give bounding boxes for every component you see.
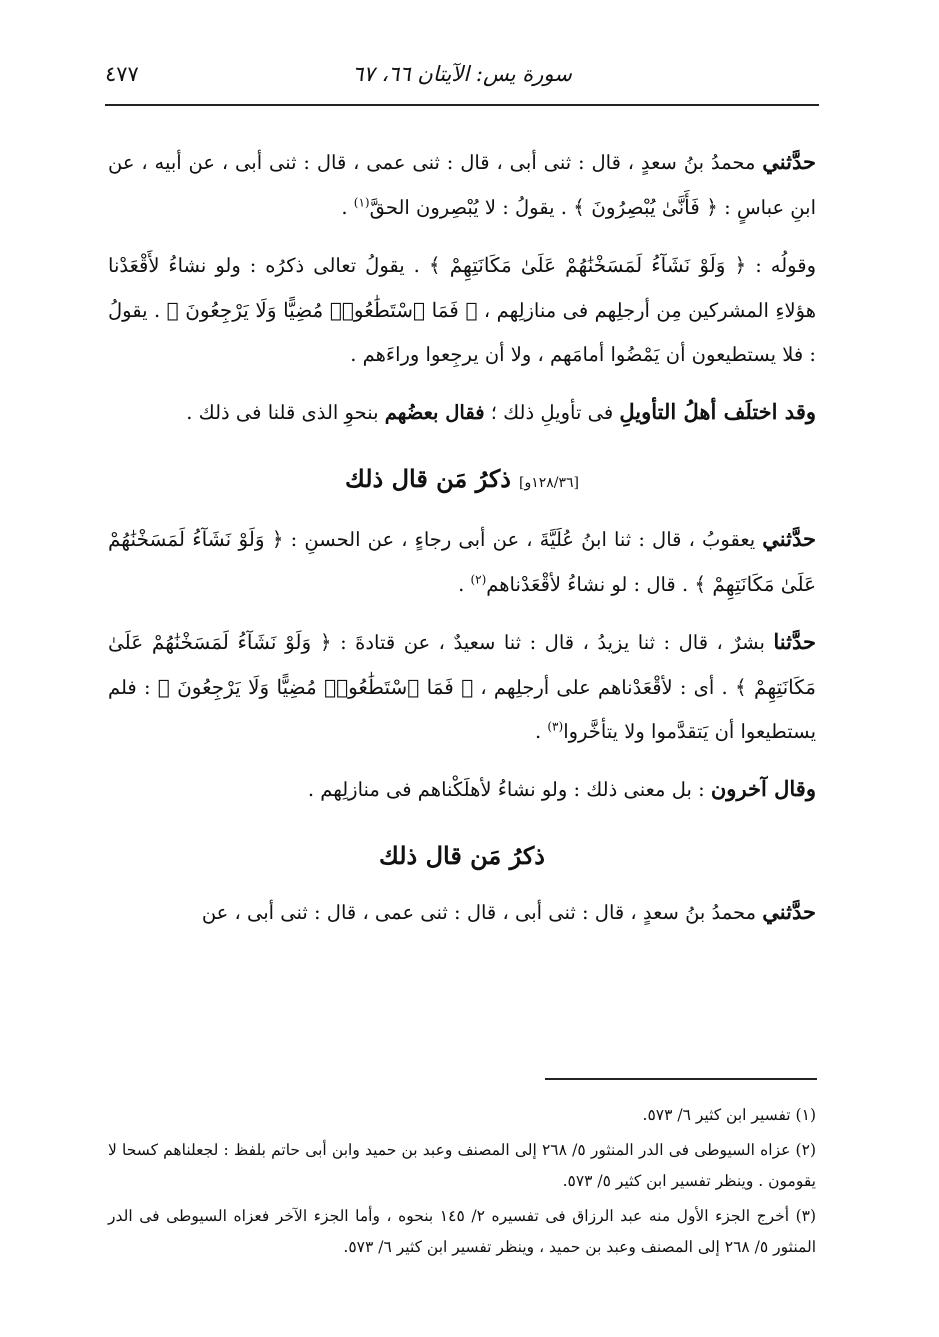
footnotes [108, 1100, 816, 1267]
paragraph-end: . [458, 573, 471, 596]
surah-title: سورة يس: الآيتان ٦٦، ٦٧ [352, 62, 572, 86]
paragraph-lead: حدَّثني [762, 149, 816, 174]
paragraph-lead: وقد اختلَف أهلُ التأويلِ [619, 399, 816, 424]
paragraph-text: محمدُ بنُ سعدٍ ، قال : ثنى أبى ، قال : ثنى عمى ، قال : ثنى أبى ، عن أبيه ، عن ابنِ عباسٍ : [108, 151, 816, 219]
page-number: ٤٧٧ [105, 62, 139, 86]
paragraph-7 [108, 890, 816, 935]
paragraph-4 [108, 517, 816, 607]
footnote-ref[interactable]: (٢) [470, 572, 487, 587]
quran-verse: ﴿ وَلَوْ نَشَآءُ لَمَسَخْنَٰهُمْ عَلَىٰ مَكَانَتِهِمْ ﴾ [428, 253, 747, 277]
quran-verse: ﴿ فَمَا ٱسْتَطَٰعُوا۟ مُضِيًّا وَلَا يَرْجِعُونَ ﴾ [157, 675, 474, 699]
paragraph-2 [108, 243, 816, 377]
footnote-3: (٣) أخرج الجزء الأول منه عبد الرزاق فى تفسيره ٢/ ١٤٥ بنحوه ، وأما الجزء الآخر فعزاه السيوطى فى الدر المنثور ٥/ ٢٦٨ إلى المصنف وعبد بن حميد ، وينظر تفسير ابن كثير ٦/ ٥٧٣. [108, 1207, 817, 1256]
footnote-ref[interactable]: (٣) [547, 719, 564, 734]
section-heading-2 [108, 836, 816, 876]
footnote-ref[interactable]: (١) [353, 195, 370, 210]
paragraph-text: . يقولُ تعالى ذكرُه : ولو نشاءُ لأَقْعَدْنا هؤلاءِ المشركين مِن أرجلِهم فى منازلِهم ، [108, 254, 816, 322]
footnote-1: (١) تفسير ابن كثير ٦/ ٥٧٣. [642, 1106, 816, 1124]
quran-verse: ﴿ وَلَوْ نَشَآءُ لَمَسَخْنَٰهُمْ عَلَىٰ مَكَانَتِهِمْ ﴾ [108, 630, 816, 699]
manuscript-marker: [١٢٨/٣٦و] [518, 475, 580, 491]
section-heading-1 [108, 459, 816, 503]
paragraph-3 [108, 390, 816, 435]
paragraph-end: . [341, 196, 354, 219]
heading-text: ذكرُ مَن قال ذلك [379, 841, 545, 870]
paragraph-6 [108, 767, 816, 812]
main-text [108, 140, 816, 948]
paragraph-text: وقولُه : [746, 254, 816, 277]
quran-verse: ﴿ فَمَا ٱسْتَطَٰعُوا۟ مُضِيًّا وَلَا يَرْجِعُونَ ﴾ [166, 298, 478, 322]
paragraph-text: محمدُ بنُ سعدٍ ، قال : ثنى أبى ، قال : ثنى عمى ، قال : ثنى أبى ، عن [201, 901, 763, 924]
heading-text: ذكرُ مَن قال ذلك [344, 464, 511, 493]
paragraph-lead: حدَّثني [762, 526, 816, 551]
paragraph-end: . [534, 720, 548, 743]
paragraph-text: . أى : لأقْعَدْناهم على أرجلِهم ، [473, 676, 735, 699]
paragraph-lead: وقال آخرون [710, 776, 816, 801]
paragraph-lead: حدَّثني [762, 899, 816, 924]
paragraph-text: . قال : لو نشاءُ لأقْعَدْناهم [486, 573, 695, 596]
paragraph-text: : بل معنى ذلك : ولو نشاءُ لأهلَكْناهم فى منازلِهم . [307, 778, 711, 801]
paragraph-text: فى تأويلِ ذلك ؛ [484, 401, 620, 424]
quran-verse: ﴿ وَلَوْ نَشَآءُ لَمَسَخْنَٰهُمْ عَلَىٰ مَكَانَتِهِمْ ﴾ [108, 527, 816, 596]
footnote-2: (٢) عزاه السيوطى فى الدر المنثور ٥/ ٢٦٨ إلى المصنف وعبد بن حميد وابن أبى حاتم بلفظ : لجعلناهم كسحا لا يقومون . وينظر تفسير ابن كثير ٥/ ٥٧٣. [108, 1141, 816, 1190]
footnote-rule [545, 1078, 817, 1080]
paragraph-1 [108, 140, 816, 230]
header-rule [105, 104, 819, 106]
paragraph-5 [108, 620, 816, 754]
paragraph-text: : فلم يستطيعوا أن يَتقدَّموا ولا يتأخَّروا [108, 676, 816, 743]
paragraph-text: بشرٌ ، قال : ثنا يزيدُ ، قال : ثنا سعيدٌ ، عن قتادةَ : [331, 631, 774, 654]
paragraph-bold: فقال بعضُهم [384, 401, 485, 424]
paragraph-lead: حدَّثنا [773, 629, 816, 654]
paragraph-text: يعقوبُ ، قال : ثنا ابنُ عُلَيَّةَ ، عن أبى رجاءٍ ، عن الحسنِ : [283, 528, 763, 551]
paragraph-end: بنحوِ الذى قلنا فى ذلك . [186, 401, 385, 424]
paragraph-text: . يقولُ : لا يُبْصِرون الحقَّ [369, 196, 574, 219]
quran-verse: ﴿ فَأَنَّىٰ يُبْصِرُونَ ﴾ [573, 195, 718, 219]
running-header [105, 56, 819, 96]
paragraph-end: . يقولُ : فلا يستطيعون أن يَمْضُوا أمامَهم ، ولا أن يرجِعوا وراءَهم . [108, 299, 816, 366]
